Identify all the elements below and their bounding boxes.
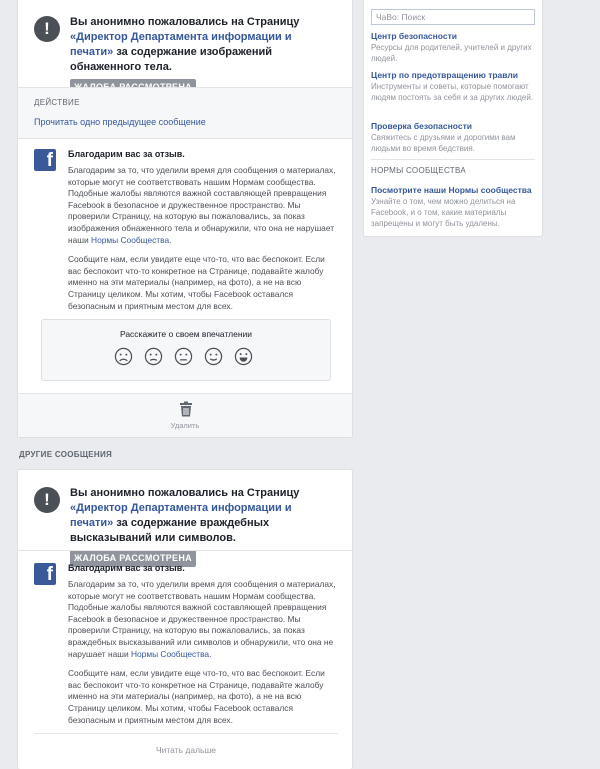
sidebar-item-safety-check xyxy=(371,121,537,154)
safety-check-link[interactable]: Проверка безопасности xyxy=(371,121,472,131)
delete-button-label[interactable]: Удалить xyxy=(170,421,200,430)
view-community-norms-link[interactable]: Посмотрите наши Нормы сообщества xyxy=(371,185,532,195)
facebook-logo-icon: f xyxy=(34,563,56,585)
delete-section[interactable] xyxy=(18,393,352,437)
report-suffix: за содержание изображений обнаженного тела. xyxy=(70,46,273,73)
other-messages-heading: ДРУГИЕ СООБЩЕНИЯ xyxy=(19,450,113,459)
very-happy-face-icon[interactable] xyxy=(234,347,253,366)
rating-faces xyxy=(114,347,253,366)
message-paragraph: Благодарим за то, что уделили время для сообщения о материалах, которые могут не соответствовать нашим Нормам сообщества. Подобные жалобы являются важной составляющей превращения Facebook в безопасное и дружественное пространство. Мы проверили Страницу, на которую вы пожаловались, за показ враждебных высказываний или символов и обнаружили, что она не нарушает наши xyxy=(68,579,336,659)
sidebar-item-community-norms xyxy=(371,185,537,229)
feedback-question: Расскажите о своем впечатлении xyxy=(119,329,253,339)
bullying-center-desc: Инструменты и советы, которые помогают людям постоять за себя и за других людей. xyxy=(371,82,534,102)
message-body xyxy=(68,165,340,312)
trash-icon[interactable] xyxy=(179,401,193,417)
report-prefix: Вы анонимно пожаловались на Страницу xyxy=(70,16,300,28)
feedback-box xyxy=(41,319,331,381)
very-sad-face-icon[interactable] xyxy=(114,347,133,366)
bullying-center-link[interactable]: Центр по предотвращению травли xyxy=(371,70,519,80)
report-prefix: Вы анонимно пожаловались на Страницу xyxy=(70,487,300,499)
action-heading: ДЕЙСТВИЕ xyxy=(34,98,80,107)
safety-center-link[interactable]: Центр безопасности xyxy=(371,31,457,41)
message-title: Благодарим вас за отзыв. xyxy=(68,563,185,573)
report-card-1 xyxy=(17,0,353,438)
community-standards-link[interactable]: Нормы Сообщества xyxy=(130,648,210,659)
read-more-link[interactable]: Читать дальше xyxy=(34,733,338,755)
sidebar-divider xyxy=(371,159,535,160)
reported-page-link[interactable]: «Директор Департамента информации и печати» xyxy=(70,502,292,529)
faq-search-input[interactable]: ЧаВо: Поиск xyxy=(371,9,535,25)
report-header-2 xyxy=(18,470,352,567)
sidebar-item-safety-center xyxy=(371,31,537,64)
safety-center-desc: Ресурсы для родителей, учителей и других людей. xyxy=(371,43,532,63)
divider xyxy=(18,550,352,551)
message-body xyxy=(68,579,340,726)
help-sidebar xyxy=(363,0,543,237)
punctuation: . xyxy=(209,648,212,659)
message-title: Благодарим вас за отзыв. xyxy=(68,149,185,159)
report-summary-2 xyxy=(70,486,336,567)
exclamation-icon: ! xyxy=(34,487,60,513)
exclamation-icon: ! xyxy=(34,16,60,42)
community-standards-link[interactable]: Нормы Сообщества xyxy=(91,234,170,245)
report-suffix: за содержание враждебных высказываний или символов. xyxy=(70,517,270,544)
neutral-face-icon[interactable] xyxy=(174,347,193,366)
action-section xyxy=(18,87,352,139)
sidebar-item-bullying-center xyxy=(371,70,537,103)
punctuation: . xyxy=(169,234,172,245)
message-paragraph-2: Сообщите нам, если увидите еще что-то, что вас беспокоит. Если вас беспокоит что-то конкретное на Странице, подавайте жалобу именно на эти материалы (например, на фото), а не на всю Страницу целиком. Мы хотим, чтобы Facebook оставался безопасным и приятным местом для всех. xyxy=(68,668,325,725)
report-card-2 xyxy=(17,469,353,769)
community-norms-heading: НОРМЫ СООБЩЕСТВА xyxy=(371,166,466,175)
report-summary-1 xyxy=(70,15,336,96)
happy-face-icon[interactable] xyxy=(204,347,223,366)
facebook-logo-icon: f xyxy=(34,149,56,171)
status-badge: ЖАЛОБА РАССМОТРЕНА xyxy=(70,550,196,567)
reported-page-link[interactable]: «Директор Департамента информации и печати» xyxy=(70,31,292,58)
message-paragraph: Благодарим за то, что уделили время для сообщения о материалах, которые могут не соответствовать нашим Нормам сообщества. Подобные жалобы являются важной составляющей превращения Facebook в безопасное и дружественное пространство. Мы проверили Страницу, на которую вы пожаловались, за показ изображения обнаженного тела и обнаружили, что она не нарушает наши xyxy=(68,165,336,245)
safety-check-desc: Свяжитесь с друзьями и дорогими вам людьми во время бедствия. xyxy=(371,133,516,153)
message-paragraph-2: Сообщите нам, если увидите еще что-то, что вас беспокоит. Если вас беспокоит что-то конкретное на Странице, подавайте жалобу именно на эти материалы (например, на фото), а не на всю Страницу целиком. Мы хотим, чтобы Facebook оставался безопасным и приятным местом для всех. xyxy=(68,254,325,311)
community-norms-desc: Узнайте о том, чем можно делиться на Facebook, и о том, какие материалы запрещены и могут быть удалены. xyxy=(371,197,516,228)
read-previous-message-link[interactable]: Прочитать одно предыдущее сообщение xyxy=(34,117,206,127)
sad-face-icon[interactable] xyxy=(144,347,163,366)
report-header-1 xyxy=(18,0,352,96)
